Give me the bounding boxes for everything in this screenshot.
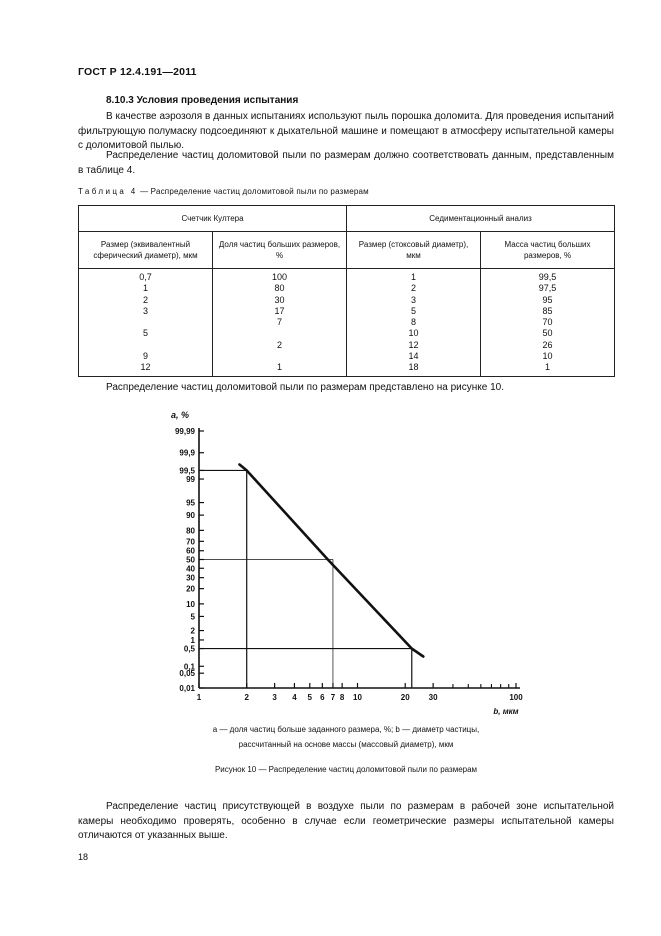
paragraph-closing <box>78 800 614 844</box>
table-cell: 5 <box>411 305 417 316</box>
table-cell <box>79 317 212 328</box>
table-cell: 14 <box>408 351 419 362</box>
table-cell: 1 <box>545 362 551 373</box>
y-tick-label: 20 <box>186 584 195 594</box>
y-tick-label: 10 <box>186 599 195 609</box>
distribution-line <box>240 465 424 657</box>
y-tick-label: 40 <box>186 564 195 574</box>
y-tick-label: 50 <box>186 555 195 565</box>
table-cell <box>213 328 346 339</box>
table-cell: 95 <box>542 294 553 305</box>
table-cell: 17 <box>274 305 285 316</box>
x-axis-label: b, мкм <box>493 707 519 716</box>
y-tick-label: 0,05 <box>179 669 195 679</box>
particle-distribution-table <box>78 205 615 377</box>
page-number: 18 <box>78 852 89 862</box>
x-tick-label: 2 <box>244 693 249 702</box>
table-row <box>79 269 615 377</box>
table-cell: 1 <box>142 283 148 294</box>
table-cell: 3 <box>142 305 148 316</box>
x-tick-label: 30 <box>428 693 438 702</box>
x-tick-label: 1 <box>196 693 202 702</box>
table-cell: 2 <box>277 339 283 350</box>
table-column-sedimentation-mass <box>481 269 615 377</box>
table-cell: 7 <box>277 317 283 328</box>
table-cell: 5 <box>142 328 148 339</box>
y-axis-label: a, % <box>170 410 190 420</box>
table-header-spherical-diameter: Размер (эквивалентный сферический диаметр), мкм <box>79 232 213 269</box>
table-column-coulter-fraction <box>213 269 347 377</box>
y-tick-label: 70 <box>186 537 195 547</box>
table-cell <box>79 340 212 351</box>
x-tick-label: 10 <box>353 693 362 702</box>
table-cell: 50 <box>542 328 553 339</box>
table-cell: 2 <box>142 294 148 305</box>
table-cell <box>213 351 346 362</box>
table-caption <box>78 187 369 196</box>
x-tick-label: 5 <box>307 693 313 702</box>
paragraph-closing-text: Распределение частиц присутствующей в воздухе пыли по размерам в рабочей зоне испытательной камеры необходимо проверять, особенно в случае если геометрические размеры испытательной камеры отличаются от указанных выше. <box>78 801 614 841</box>
x-tick-label: 7 <box>330 693 336 702</box>
y-tick-label: 1 <box>190 635 195 645</box>
y-tick-label: 2 <box>190 626 195 636</box>
table-column-sedimentation-size <box>347 269 481 377</box>
paragraph-aerosol <box>78 110 614 154</box>
table-caption-label: Таблица 4 <box>78 187 138 196</box>
table-cell: 97,5 <box>538 283 557 294</box>
table-cell: 1 <box>277 362 283 373</box>
table-header-fraction-larger: Доля частиц больших размеров, % <box>213 232 347 269</box>
y-tick-label: 30 <box>186 573 195 583</box>
distribution-chart <box>150 404 540 720</box>
table-header-stokes-diameter: Размер (стоксовый диаметр), мкм <box>347 232 481 269</box>
table-cell: 9 <box>142 351 148 362</box>
table-cell: 1 <box>411 272 417 282</box>
table-cell: 10 <box>542 351 553 362</box>
table-cell: 99,5 <box>538 272 557 282</box>
figure-legend-line2: рассчитанный на основе массы (массовый диаметр), мкм <box>238 740 454 749</box>
y-tick-label: 99,5 <box>179 466 195 476</box>
table-cell: 0,7 <box>139 272 152 282</box>
x-tick-label: 8 <box>339 693 345 702</box>
x-tick-label: 100 <box>509 693 523 702</box>
table-group-header-coulter: Счетчик Култера <box>79 206 347 232</box>
y-tick-label: 90 <box>186 511 195 521</box>
table-cell: 2 <box>411 283 417 294</box>
table-cell: 10 <box>408 328 419 339</box>
y-tick-label: 0,01 <box>179 684 195 693</box>
figure-legend-line1: a — доля частиц больше заданного размера, %; b — диаметр частицы, <box>212 725 480 734</box>
x-tick-label: 3 <box>272 693 277 702</box>
table-cell: 85 <box>542 305 553 316</box>
y-tick-label: 5 <box>190 612 195 622</box>
figure-caption: Рисунок 10 — Распределение частиц доломитовой пыли по размерам <box>214 765 478 774</box>
table-cell: 3 <box>411 294 417 305</box>
table-cell: 12 <box>408 339 419 350</box>
y-tick-label: 99,9 <box>179 448 195 458</box>
chart-series <box>240 465 424 657</box>
y-tick-label: 95 <box>186 498 195 508</box>
table-header-mass-larger: Масса частиц больших размеров, % <box>481 232 615 269</box>
table-column-coulter-size <box>79 269 213 377</box>
table-cell: 26 <box>542 339 553 350</box>
table-cell: 80 <box>274 283 285 294</box>
table-group-header-sedimentation: Седиментационный анализ <box>347 206 615 232</box>
x-tick-label: 20 <box>400 693 410 702</box>
table-caption-text: — Распределение частиц доломитовой пыли по размерам <box>137 187 369 196</box>
paragraph-distribution-text: Распределение частиц доломитовой пыли по размерам должно соответствовать данным, представленным в таблице 4. <box>78 150 614 176</box>
section-title: 8.10.3 Условия проведения испытания <box>106 95 299 106</box>
document-header: ГОСТ Р 12.4.191—2011 <box>78 66 197 78</box>
y-tick-label: 99 <box>186 475 195 485</box>
y-tick-label: 0,1 <box>183 662 195 672</box>
table-cell: 100 <box>271 272 288 282</box>
table-cell: 12 <box>140 362 151 373</box>
x-tick-label: 4 <box>292 693 297 702</box>
y-tick-label: 80 <box>186 526 195 536</box>
chart-x-ticks <box>197 683 523 702</box>
paragraph-distribution <box>78 149 614 178</box>
y-tick-label: 60 <box>186 546 195 556</box>
y-tick-label: 0,5 <box>183 644 195 654</box>
figure-intro-text: Распределение частиц доломитовой пыли по размерам представлено на рисунке 10. <box>106 382 505 393</box>
table-cell: 8 <box>411 317 417 328</box>
table-cell: 18 <box>408 362 419 373</box>
chart-reference-lines <box>199 470 412 688</box>
table-cell: 30 <box>274 294 285 305</box>
table-cell: 70 <box>542 317 553 328</box>
x-tick-label: 6 <box>320 693 325 702</box>
y-tick-label: 99,99 <box>174 427 195 436</box>
paragraph-aerosol-text: В качестве аэрозоля в данных испытаниях используют пыль порошка доломита. Для проведения испытаний фильтрующую полумаску подсоединяют к дыхательной машине и помещают в атмосферу испытательной камеры с доломитовой пылью. <box>78 111 614 151</box>
